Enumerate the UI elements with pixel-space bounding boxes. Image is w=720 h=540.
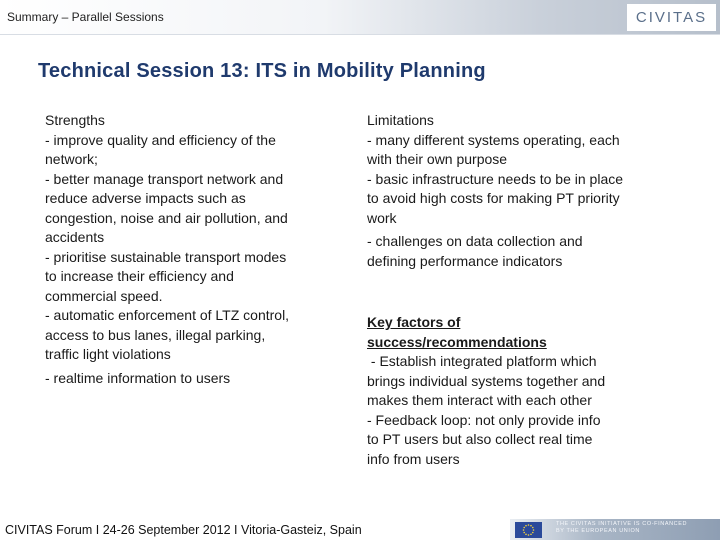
header-divider bbox=[0, 34, 720, 35]
eu-flag-icon bbox=[515, 522, 542, 538]
list-line: traffic light violations bbox=[45, 346, 171, 362]
list-item bbox=[367, 352, 667, 411]
list-line: - many different systems operating, each bbox=[367, 131, 620, 148]
list-item bbox=[367, 131, 667, 170]
list-line: - Feedback loop: not only provide info bbox=[367, 411, 601, 428]
limitations-column bbox=[367, 111, 667, 469]
list-line: to increase their efficiency and bbox=[45, 268, 234, 284]
key-factors-list bbox=[367, 352, 667, 469]
list-line: network; bbox=[45, 151, 98, 167]
strengths-column bbox=[45, 111, 345, 388]
key-factors-heading-line2: success/recommendations bbox=[367, 333, 547, 350]
strengths-heading: Strengths bbox=[45, 112, 105, 128]
list-line: access to bus lanes, illegal parking, bbox=[45, 326, 266, 343]
list-line: - challenges on data collection and bbox=[367, 233, 583, 249]
list-line: to PT users but also collect real time bbox=[367, 431, 593, 447]
list-line: - automatic enforcement of LTZ control, bbox=[45, 307, 290, 323]
list-line: - better manage transport network and bbox=[45, 170, 284, 187]
list-item bbox=[45, 170, 345, 248]
key-factors-heading-line1: Key factors of bbox=[367, 314, 461, 330]
list-line: info from users bbox=[367, 450, 460, 467]
list-line: with their own purpose bbox=[367, 151, 508, 167]
list-line: commercial speed. bbox=[45, 287, 163, 304]
spacer bbox=[367, 292, 667, 313]
list-item bbox=[45, 369, 345, 389]
limitations-heading: Limitations bbox=[367, 112, 434, 128]
eu-cofinance-line: BY THE EUROPEAN UNION bbox=[556, 528, 640, 534]
section-label: Summary – Parallel Sessions bbox=[7, 10, 164, 24]
list-line: - realtime information to users bbox=[45, 369, 231, 386]
eu-cofinance-line: THE CIVITAS INITIATIVE IS CO-FINANCED bbox=[556, 521, 688, 527]
list-line: work bbox=[367, 209, 397, 226]
list-line: defining performance indicators bbox=[367, 252, 563, 269]
list-item bbox=[367, 411, 667, 470]
list-item bbox=[45, 131, 345, 170]
list-line: - prioritise sustainable transport modes bbox=[45, 248, 287, 265]
list-line: reduce adverse impacts such as bbox=[45, 190, 246, 206]
strengths-list bbox=[45, 131, 345, 389]
list-line: - Establish integrated platform which bbox=[367, 353, 597, 369]
list-line: to avoid high costs for making PT priority bbox=[367, 190, 620, 206]
list-line: - improve quality and efficiency of the bbox=[45, 131, 276, 148]
list-line: accidents bbox=[45, 229, 105, 245]
limitations-list bbox=[367, 131, 667, 272]
list-line: brings individual systems together and bbox=[367, 372, 606, 389]
civitas-logo: CIVITAS bbox=[627, 4, 716, 31]
list-item bbox=[45, 306, 345, 365]
eu-cofinance-note bbox=[556, 521, 716, 535]
list-line: congestion, noise and air pollution, and bbox=[45, 209, 288, 226]
footer-text: CIVITAS Forum I 24-26 September 2012 I Vitoria-Gasteiz, Spain bbox=[5, 523, 362, 537]
slide-title: Technical Session 13: ITS in Mobility Planning bbox=[38, 60, 486, 82]
list-item bbox=[367, 232, 667, 271]
list-item bbox=[367, 170, 667, 229]
list-line: makes them interact with each other bbox=[367, 392, 592, 408]
spacer bbox=[367, 271, 667, 292]
list-line: - basic infrastructure needs to be in place bbox=[367, 170, 624, 187]
list-item bbox=[45, 248, 345, 307]
